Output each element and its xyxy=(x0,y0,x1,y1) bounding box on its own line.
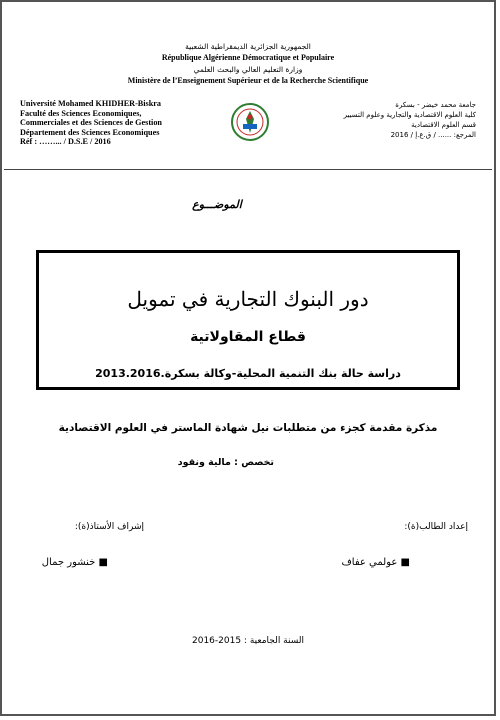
republic-ar: الجمهورية الجزائرية الديمقراطية الشعبية xyxy=(185,42,311,51)
case-study-line: دراسة حالة بنك التنمية المحلية-وكالة بسكرة.2013.2016 xyxy=(95,367,401,380)
ministry-ar: وزارة التعليم العالي والبحث العلمي xyxy=(193,65,303,74)
faculty-ar: كلية العلوم الاقتصادية والتجارية وعلوم التسيير xyxy=(343,111,476,119)
university-emblem-icon xyxy=(230,102,270,142)
university-name-ar: جامعة محمد خيضر - بسكرة xyxy=(395,101,476,109)
reference-fr: Réf : ……... / D.S.E / 2016 xyxy=(20,137,111,146)
supervisor-name-row: ■ خنشور جمال xyxy=(41,557,108,568)
thesis-title-sub: قطاع المقاولاتية xyxy=(190,329,306,345)
specialty: تخصص : مالية ونقود xyxy=(177,457,274,468)
republic-fr: République Algérienne Démocratique et Populaire xyxy=(161,53,335,62)
faculty-fr-line1: Faculté des Sciences Economiques, xyxy=(20,108,142,118)
title-box xyxy=(36,250,460,390)
student-label: إعداد الطالب(ة): xyxy=(404,522,468,532)
department-fr: Département des Sciences Economiques xyxy=(20,127,160,137)
university-name-fr: Université Mohamed KHIDHER-Biskra xyxy=(20,99,162,108)
supervisor-label: إشراف الأستاذ(ة): xyxy=(74,522,144,532)
header-divider xyxy=(4,169,492,170)
faculty-fr-line2: Commerciales et des Sciences de Gestion xyxy=(20,118,162,127)
department-ar: قسم العلوم الاقتصادية xyxy=(411,121,476,129)
academic-year: السنة الجامعية : 2015-2016 xyxy=(192,636,304,646)
ministry-fr: Ministère de l’Enseignement Supérieur et de la Recherche Scientifique xyxy=(127,76,369,85)
reference-ar: المرجع: ...... / ق.ع.إ / 2016 xyxy=(390,131,476,139)
student-name-row: ■ عولمي عفاف xyxy=(341,557,410,568)
supervisor-name: خنشور جمال xyxy=(41,557,96,568)
student-name: عولمي عفاف xyxy=(341,557,398,568)
university-info-fr xyxy=(20,99,210,147)
university-info-ar xyxy=(306,100,476,140)
subject-label: الموضـــوع xyxy=(192,198,242,211)
thesis-title-main: دور البنوك التجارية في تمويل xyxy=(127,287,369,311)
memo-statement: مذكرة مقدمة كجزء من متطلبات نيل شهادة الماستر في العلوم الاقتصادية xyxy=(58,422,438,434)
